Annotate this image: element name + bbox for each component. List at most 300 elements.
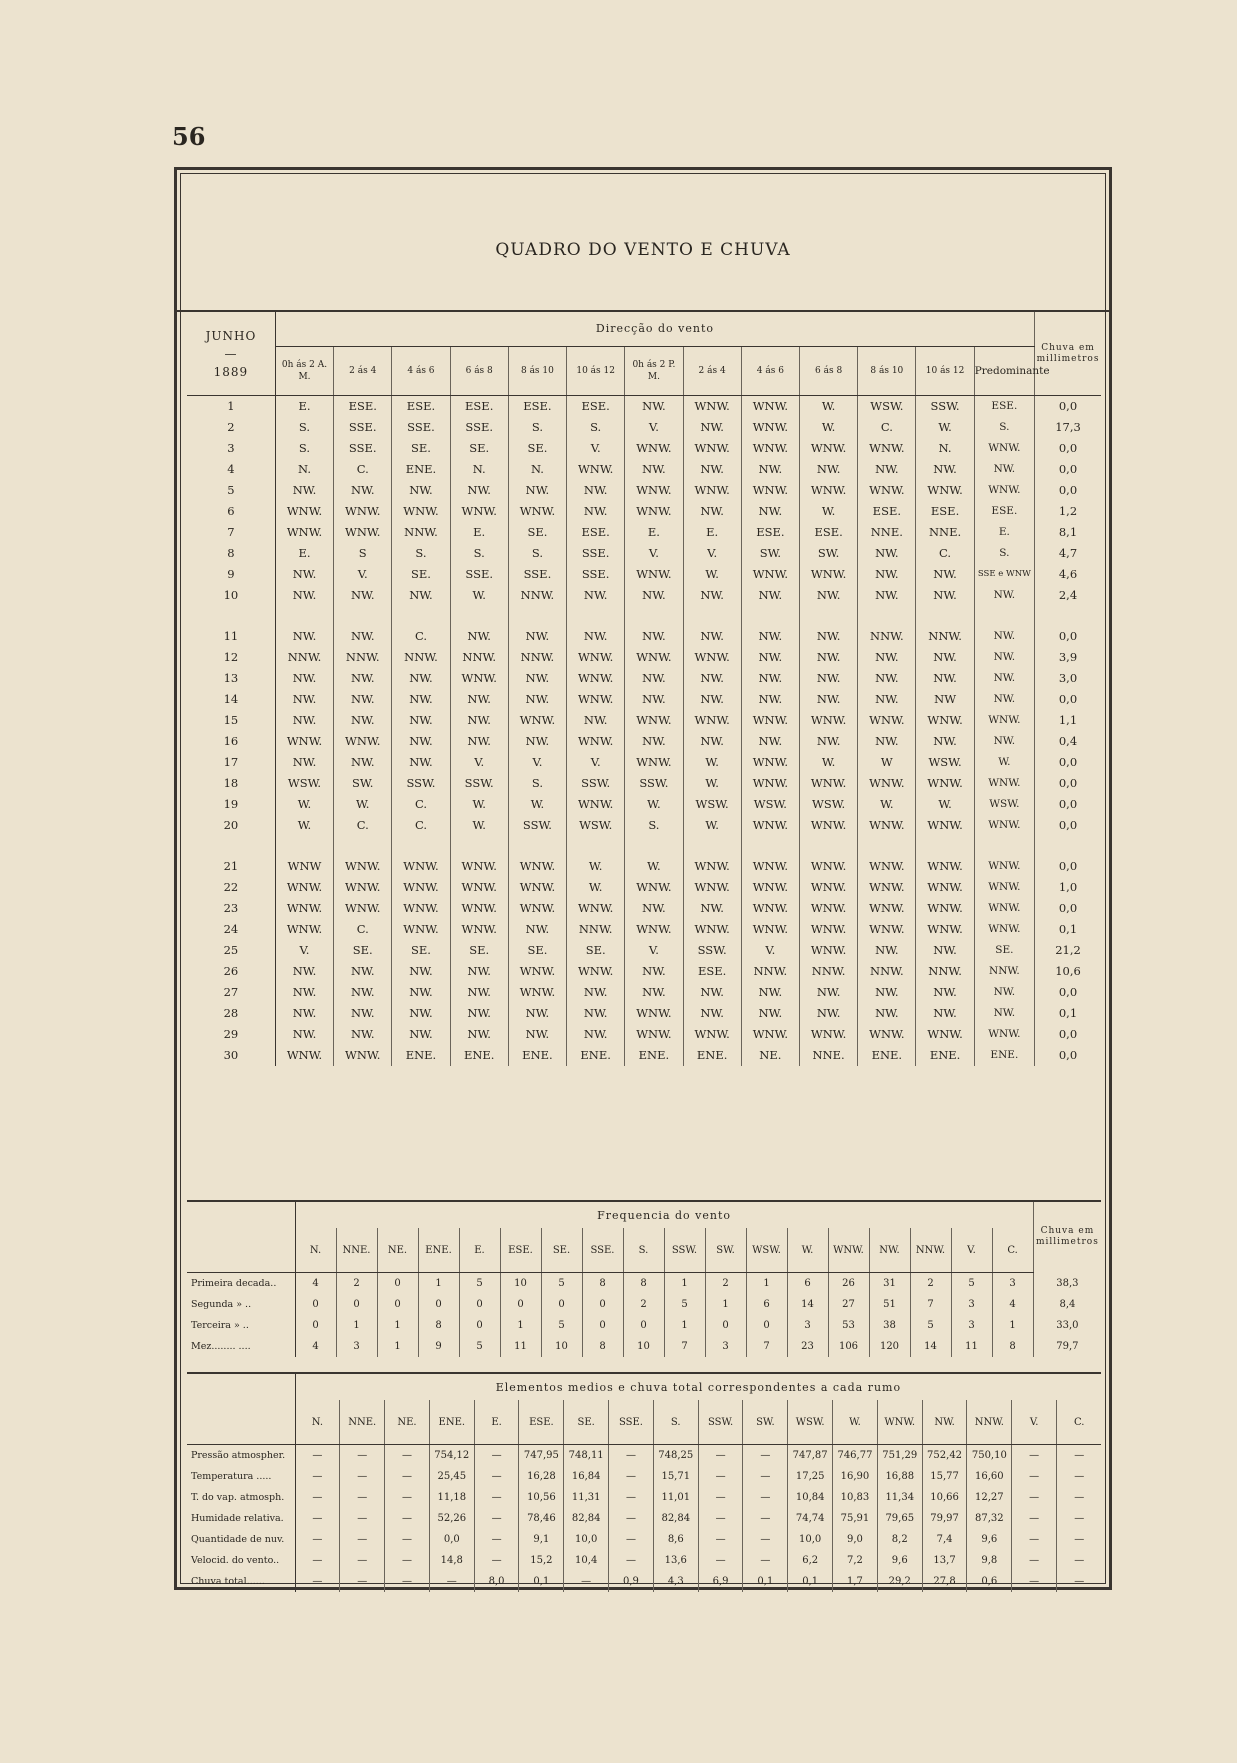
wind-cell: NW. (625, 668, 683, 689)
frequency-cell: 14 (787, 1294, 828, 1315)
element-cell: 16,90 (833, 1466, 878, 1487)
wind-cell: SSW. (508, 815, 566, 836)
element-cell: — (1074, 1450, 1085, 1461)
wind-column-header: 6 ás 8 (799, 347, 857, 396)
frequency-cell: 0 (295, 1294, 336, 1315)
frequency-cell: 4 (295, 1336, 336, 1357)
wind-cell: WNW. (741, 752, 799, 773)
wind-cell: NW. (275, 710, 333, 731)
wind-cell: WNW. (334, 522, 392, 543)
frequency-cell: 11 (951, 1336, 992, 1357)
wind-cell: W. (625, 856, 683, 877)
wind-cell: WNW. (858, 1024, 916, 1045)
wind-cell: W. (450, 815, 508, 836)
wind-cell: NW. (567, 480, 625, 501)
wind-cell: V. (683, 543, 741, 564)
wind-cell: NW. (625, 396, 683, 418)
wind-cell: NW. (799, 459, 857, 480)
frequency-cell: 0 (500, 1294, 541, 1315)
frequency-cell: 5 (951, 1273, 992, 1295)
element-cell: — (743, 1466, 788, 1487)
wind-cell: SSW. (450, 773, 508, 794)
frequency-cell: 0 (746, 1315, 787, 1336)
rain-cell: 10,6 (1055, 964, 1081, 978)
frequency-cell: 5 (541, 1273, 582, 1295)
frequency-rain-header: Chuva em millimetros (1035, 1226, 1099, 1248)
frequency-cell: 38 (869, 1315, 910, 1336)
wind-cell: WNW. (916, 815, 974, 836)
frequency-cell: 8 (623, 1273, 664, 1295)
table-row (187, 961, 1101, 982)
wind-cell: S. (392, 543, 450, 564)
rain-cell: 0,0 (1058, 797, 1078, 811)
predominant-cell: NW. (974, 1003, 1034, 1024)
wind-cell: WNW. (508, 501, 566, 522)
wind-cell: NW. (683, 626, 741, 647)
wind-cell: WSW. (799, 794, 857, 815)
element-cell: 9,6 (967, 1529, 1012, 1550)
table-row (187, 794, 1101, 815)
wind-cell: WNW. (683, 856, 741, 877)
wind-cell: E. (275, 396, 333, 418)
element-cell: 17,25 (788, 1466, 833, 1487)
wind-cell: NW. (625, 689, 683, 710)
month-header: JUNHO — 1889 (187, 312, 275, 396)
frequency-column-header: NE. (377, 1228, 418, 1273)
day-cell: 6 (187, 501, 275, 522)
rain-cell: 0,0 (1058, 985, 1078, 999)
wind-cell: W. (450, 585, 508, 606)
predominant-cell: NW. (974, 668, 1034, 689)
wind-cell: NW. (799, 626, 857, 647)
wind-cell: WNW. (450, 668, 508, 689)
wind-cell: SE. (392, 564, 450, 585)
wind-cell: WNW. (799, 877, 857, 898)
day-cell: 2 (187, 417, 275, 438)
wind-cell: WNW. (683, 1024, 741, 1045)
element-cell: 10,0 (564, 1529, 609, 1550)
rain-cell: 0,0 (1058, 483, 1078, 497)
row-label: Chuva total...... (187, 1571, 295, 1592)
element-cell: — (340, 1571, 385, 1592)
row-label: Terceira » .. (187, 1315, 295, 1336)
frequency-cell: 2 (336, 1273, 377, 1295)
element-cell: 13,7 (922, 1550, 967, 1571)
wind-cell: SE. (334, 940, 392, 961)
wind-cell: NW. (858, 1003, 916, 1024)
wind-cell: NW. (625, 585, 683, 606)
table-row (187, 1003, 1101, 1024)
elements-table (187, 1374, 1101, 1592)
wind-cell: NW. (392, 668, 450, 689)
wind-cell: NW. (858, 731, 916, 752)
element-cell: — (385, 1550, 430, 1571)
frequency-table-body (187, 1273, 1101, 1358)
element-cell: 9,1 (519, 1529, 564, 1550)
element-cell: — (1012, 1466, 1057, 1487)
elements-header: Elementos medios e chuva total correspondentes a cada rumo (495, 1380, 902, 1394)
day-cell: 11 (187, 626, 275, 647)
wind-column-header: 8 ás 10 (858, 347, 916, 396)
day-cell: 27 (187, 982, 275, 1003)
rain-header: Chuva em millimetros (1035, 312, 1101, 396)
wind-cell: ENE. (858, 1045, 916, 1066)
wind-cell: NW. (741, 626, 799, 647)
wind-cell: NNW. (508, 647, 566, 668)
element-cell: 79,65 (877, 1508, 922, 1529)
predominant-cell: WNW. (974, 919, 1034, 940)
frequency-cell: 10 (623, 1336, 664, 1357)
wind-cell: WNW. (916, 898, 974, 919)
wind-cell: NW. (392, 710, 450, 731)
frequency-cell: 4 (295, 1273, 336, 1295)
wind-cell: NW. (275, 585, 333, 606)
table-row (187, 522, 1101, 543)
predominant-cell: WNW. (974, 877, 1034, 898)
row-label: Pressão atmospher. (187, 1445, 295, 1467)
frequency-cell: 0 (623, 1315, 664, 1336)
frequency-cell: 5 (459, 1273, 500, 1295)
predominant-cell: NW. (974, 689, 1034, 710)
frequency-column-header: SSW. (664, 1228, 705, 1273)
row-label: Temperatura ..... (187, 1466, 295, 1487)
frequency-cell: 3 (951, 1294, 992, 1315)
table-row (187, 689, 1101, 710)
rain-cell: 0,0 (1058, 755, 1078, 769)
wind-cell: NW. (916, 731, 974, 752)
wind-cell: NW. (450, 982, 508, 1003)
wind-cell: W. (334, 794, 392, 815)
wind-cell: WSW. (683, 794, 741, 815)
rain-cell: 0,0 (1058, 901, 1078, 915)
wind-cell: ESE. (567, 522, 625, 543)
wind-cell: NW. (683, 731, 741, 752)
wind-cell: V. (567, 752, 625, 773)
wind-column-headers (187, 347, 1101, 396)
spacer-cell (187, 606, 275, 626)
wind-cell: NNW. (858, 626, 916, 647)
spacer-cell (799, 606, 857, 626)
wind-cell: NW. (741, 585, 799, 606)
element-cell: — (698, 1529, 743, 1550)
wind-cell: ENE. (392, 1045, 450, 1066)
day-cell: 8 (187, 543, 275, 564)
row-label: Primeira decada.. (187, 1273, 295, 1295)
wind-cell: NW. (508, 1003, 566, 1024)
table-row (187, 898, 1101, 919)
element-cell: — (474, 1550, 519, 1571)
wind-cell: NW. (858, 982, 916, 1003)
predominant-cell: WNW. (974, 438, 1034, 459)
frequency-cell: 4 (992, 1294, 1033, 1315)
elements-column-header: SE. (564, 1400, 609, 1445)
wind-cell: WNW. (567, 647, 625, 668)
frequency-cell: 10 (541, 1336, 582, 1357)
element-cell: 27,8 (922, 1571, 967, 1592)
table-row (187, 1294, 1101, 1315)
element-cell: — (474, 1529, 519, 1550)
wind-cell: WNW. (275, 522, 333, 543)
wind-cell: E. (683, 522, 741, 543)
wind-cell: NW. (567, 1003, 625, 1024)
wind-cell: NW. (275, 961, 333, 982)
frequency-column-header: ESE. (500, 1228, 541, 1273)
element-cell: 10,0 (788, 1529, 833, 1550)
element-cell: — (1012, 1550, 1057, 1571)
wind-cell: SSE. (450, 417, 508, 438)
element-cell: — (1074, 1534, 1085, 1545)
wind-cell: NNW. (275, 647, 333, 668)
day-cell: 17 (187, 752, 275, 773)
year-label: 1889 (213, 364, 249, 379)
frequency-cell: 8 (992, 1336, 1033, 1357)
wind-cell: NW. (625, 626, 683, 647)
wind-cell: WNW. (916, 480, 974, 501)
element-cell: 0,9 (609, 1571, 654, 1592)
wind-cell: SE. (508, 940, 566, 961)
wind-cell: SSW. (392, 773, 450, 794)
frequency-cell: 120 (869, 1336, 910, 1357)
table-row (187, 1045, 1101, 1066)
frequency-cell: 0 (582, 1294, 623, 1315)
frequency-cell: 6 (746, 1294, 787, 1315)
frequency-cell: 27 (828, 1294, 869, 1315)
wind-cell: SSE. (392, 417, 450, 438)
spacer-cell (625, 836, 683, 856)
page-title: QUADRO DO VENTO E CHUVA (495, 240, 791, 260)
row-label: Segunda » .. (187, 1294, 295, 1315)
wind-cell: SSE. (450, 564, 508, 585)
row-label: Mez........ .... (187, 1336, 295, 1357)
elements-column-header: NW. (922, 1400, 967, 1445)
wind-cell: WNW. (508, 710, 566, 731)
table-row (187, 752, 1101, 773)
wind-cell: NW. (275, 1024, 333, 1045)
wind-cell: WNW. (625, 501, 683, 522)
rain-cell: 8,1 (1058, 525, 1078, 539)
wind-cell: NW. (334, 668, 392, 689)
wind-cell: WNW. (567, 898, 625, 919)
wind-column-header: 2 ás 4 (683, 347, 741, 396)
frequency-cell: 31 (869, 1273, 910, 1295)
predominant-cell: SE. (974, 940, 1034, 961)
wind-cell: WNW. (741, 919, 799, 940)
wind-cell: WNW. (741, 396, 799, 418)
wind-cell: ESE. (508, 396, 566, 418)
spacer-cell (1035, 606, 1101, 626)
wind-column-header: 4 ás 6 (741, 347, 799, 396)
wind-cell: C. (858, 417, 916, 438)
frequency-column-header: WSW. (746, 1228, 787, 1273)
day-cell: 16 (187, 731, 275, 752)
element-cell: — (698, 1508, 743, 1529)
element-cell: — (1012, 1529, 1057, 1550)
element-cell: 11,18 (429, 1487, 474, 1508)
spacer-cell (858, 606, 916, 626)
wind-cell: V. (625, 940, 683, 961)
element-cell: — (1012, 1508, 1057, 1529)
frequency-section (187, 1200, 1101, 1357)
element-cell: 16,28 (519, 1466, 564, 1487)
element-cell: 8,0 (474, 1571, 519, 1592)
element-cell: — (295, 1508, 340, 1529)
wind-cell: NW. (334, 626, 392, 647)
frequency-column-header: NNW. (910, 1228, 951, 1273)
element-cell: 74,74 (788, 1508, 833, 1529)
wind-cell: W. (683, 773, 741, 794)
row-label: Velocid. do vento.. (187, 1550, 295, 1571)
predominant-cell: NW. (974, 459, 1034, 480)
wind-cell: W. (916, 794, 974, 815)
wind-cell: WNW. (334, 1045, 392, 1066)
frequency-cell: 23 (787, 1336, 828, 1357)
table-row (187, 626, 1101, 647)
page-number: 56 (172, 122, 206, 151)
elements-column-header: V. (1012, 1400, 1057, 1445)
frequency-cell: 8 (418, 1315, 459, 1336)
table-row (187, 1508, 1101, 1529)
predominant-cell: NW. (974, 585, 1034, 606)
element-cell: 7,2 (833, 1550, 878, 1571)
wind-cell: NW. (450, 1003, 508, 1024)
wind-cell: S. (275, 438, 333, 459)
elements-column-header: SSW. (698, 1400, 743, 1445)
wind-cell: WNW. (567, 731, 625, 752)
wind-cell: WSW. (275, 773, 333, 794)
wind-cell: NW. (916, 647, 974, 668)
wind-cell: WNW. (334, 856, 392, 877)
wind-cell: WNW. (625, 710, 683, 731)
wind-cell: NNW. (741, 961, 799, 982)
wind-cell: ESE. (334, 396, 392, 418)
element-cell: — (385, 1487, 430, 1508)
elements-column-header: NNE. (340, 1400, 385, 1445)
spacer-cell (450, 606, 508, 626)
frequency-column-header: ENE. (418, 1228, 459, 1273)
predominant-cell: ENE. (974, 1045, 1034, 1066)
table-row (187, 585, 1101, 606)
element-cell: — (1012, 1571, 1057, 1592)
frequency-cell: 26 (828, 1273, 869, 1295)
wind-cell: WNW. (683, 438, 741, 459)
wind-cell: NW. (683, 417, 741, 438)
element-cell: — (295, 1571, 340, 1592)
frequency-cell: 0 (418, 1294, 459, 1315)
element-cell: — (340, 1508, 385, 1529)
wind-cell: WNW. (275, 877, 333, 898)
wind-cell: NW. (916, 585, 974, 606)
wind-cell: WNW. (858, 898, 916, 919)
table-row (187, 856, 1101, 877)
rain-cell: 0,0 (1058, 399, 1078, 413)
wind-cell: WNW. (683, 710, 741, 731)
wind-cell: V. (450, 752, 508, 773)
rain-cell: 2,4 (1058, 588, 1078, 602)
table-row (187, 710, 1101, 731)
wind-cell: W. (683, 564, 741, 585)
table-row (187, 459, 1101, 480)
wind-cell: NNW. (916, 626, 974, 647)
predominant-cell: WNW. (974, 710, 1034, 731)
frequency-cell: 51 (869, 1294, 910, 1315)
predominant-cell: WNW. (974, 773, 1034, 794)
wind-cell: SSE. (334, 438, 392, 459)
wind-cell: WNW. (625, 752, 683, 773)
rain-cell: 0,0 (1058, 692, 1078, 706)
rain-cell: 0,0 (1058, 776, 1078, 790)
frequency-cell: 0 (295, 1315, 336, 1336)
row-label: Humidade relativa. (187, 1508, 295, 1529)
rain-cell: 0,1 (1058, 922, 1078, 936)
wind-cell: C. (392, 626, 450, 647)
rain-cell: 17,3 (1055, 420, 1081, 434)
wind-cell: W. (916, 417, 974, 438)
elements-column-header: NE. (385, 1400, 430, 1445)
wind-cell: WNW. (334, 877, 392, 898)
elements-column-header: SSE. (609, 1400, 654, 1445)
frequency-cell: 7 (910, 1294, 951, 1315)
wind-cell: NW. (916, 1003, 974, 1024)
element-cell: — (474, 1487, 519, 1508)
wind-cell: NW. (799, 668, 857, 689)
frequency-cell: 1 (418, 1273, 459, 1295)
wind-cell: WNW. (741, 438, 799, 459)
wind-cell: NW. (334, 982, 392, 1003)
frequency-column-header: SE. (541, 1228, 582, 1273)
frequency-cell: 5 (459, 1336, 500, 1357)
element-cell: 8,6 (653, 1529, 698, 1550)
wind-cell: WNW. (625, 877, 683, 898)
predominant-cell: NNW. (974, 961, 1034, 982)
predominant-cell: WNW. (974, 480, 1034, 501)
wind-cell: ESE. (799, 522, 857, 543)
spacer-cell (275, 836, 333, 856)
wind-cell: WSW. (567, 815, 625, 836)
wind-cell: WNW. (392, 501, 450, 522)
wind-cell: NE. (741, 1045, 799, 1066)
element-cell: 0,1 (788, 1571, 833, 1592)
table-row (187, 1529, 1101, 1550)
element-cell: — (429, 1571, 474, 1592)
wind-cell: ENE. (625, 1045, 683, 1066)
frequency-column-header: N. (295, 1228, 336, 1273)
spacer-cell (741, 606, 799, 626)
element-cell: 15,2 (519, 1550, 564, 1571)
wind-cell: NNW. (508, 585, 566, 606)
frequency-cell: 3 (992, 1273, 1033, 1295)
wind-cell: S. (567, 417, 625, 438)
wind-cell: NW. (858, 668, 916, 689)
wind-cell: WNW. (799, 856, 857, 877)
wind-cell: ESE. (916, 501, 974, 522)
wind-cell: V. (275, 940, 333, 961)
elements-column-header: E. (474, 1400, 519, 1445)
rain-cell: 0,0 (1058, 818, 1078, 832)
table-row (187, 773, 1101, 794)
frequency-cell: 1 (705, 1294, 746, 1315)
spacer-cell (1035, 836, 1101, 856)
wind-cell: WNW. (275, 919, 333, 940)
element-cell: — (609, 1487, 654, 1508)
wind-cell: WNW. (275, 1045, 333, 1066)
wind-cell: W (858, 752, 916, 773)
wind-cell: NW. (799, 689, 857, 710)
spacer-cell (334, 606, 392, 626)
wind-cell: NW (916, 689, 974, 710)
wind-cell: NW. (799, 982, 857, 1003)
element-cell: 15,71 (653, 1466, 698, 1487)
wind-cell: C. (392, 794, 450, 815)
